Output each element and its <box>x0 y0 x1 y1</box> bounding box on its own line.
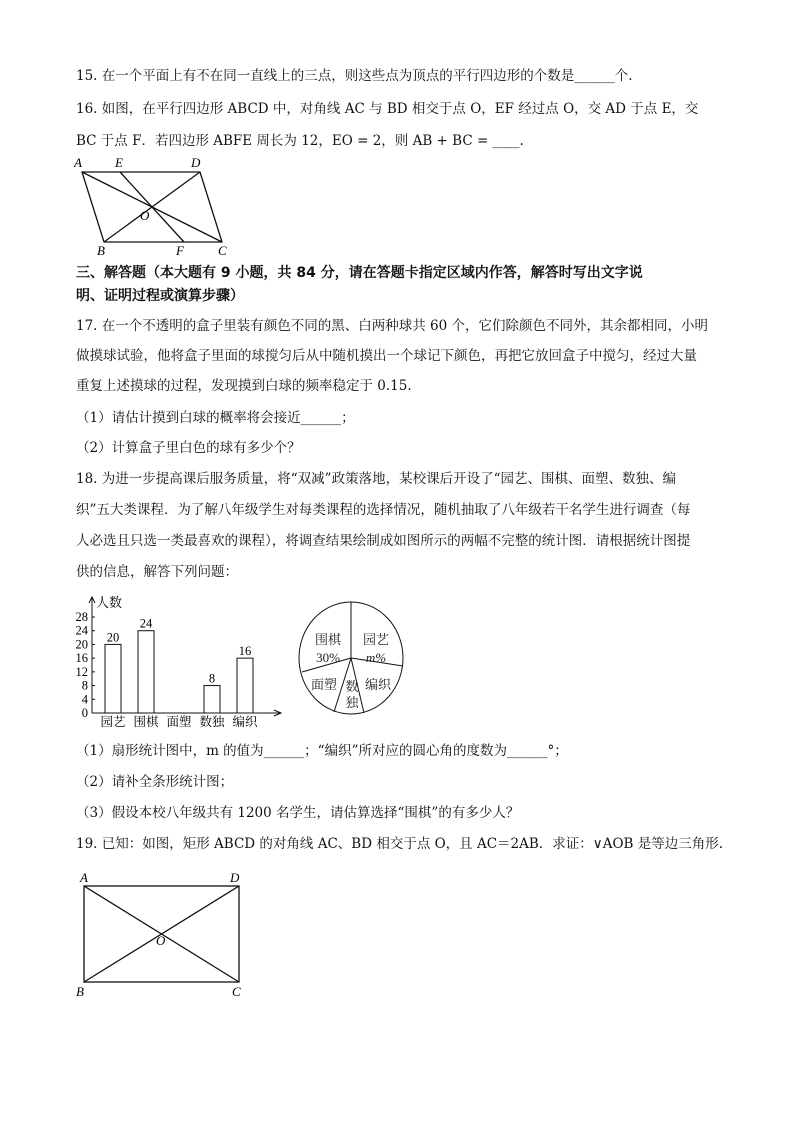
y-tick-label: 4 <box>81 692 88 707</box>
q17-sub1: （1）请估计摸到白球的概率将会接近______； <box>76 410 355 426</box>
q18-text-line1: 18. 为进一步提高课后服务质量，将“双减”政策落地，某校课后开设了“园艺、围棋、面塑、数独、编 <box>76 471 676 487</box>
q18-text-line3: 人必选且只选一类最喜欢的课程），将调查结果绘制成如图所示的两幅不完整的统计图．请根据统计图提 <box>76 533 691 549</box>
rect-label-D: D <box>230 870 240 885</box>
q16-text-line2: BC 于点 F．若四边形 ABFE 周长为 12，EO = 2，则 AB + BC = ____. <box>76 133 524 149</box>
label-E: E <box>115 155 123 170</box>
y-tick-label: 24 <box>75 623 88 638</box>
section-heading-line1: 三、解答题（本大题有 9 小题，共 84 分，请在答题卡指定区域内作答，解答时写出文字说 <box>76 265 643 281</box>
bar-data-label: 20 <box>106 630 120 645</box>
parallelogram-figure <box>70 154 240 258</box>
section-heading-line2: 明、证明过程或演算步骤） <box>76 288 244 304</box>
x-tick-label: 园艺 <box>100 715 126 729</box>
q17-text-line3: 重复上述摸球的过程，发现摸到白球的频率稳定于 0.15. <box>76 378 412 394</box>
q18-text-line2: 织”五大类课程．为了解八年级学生对每类课程的选择情况，随机抽取了八年级若干名学生进行调查（每 <box>76 502 691 518</box>
x-tick-label: 编织 <box>232 715 258 729</box>
y-tick-label: 0 <box>81 706 88 720</box>
label-F: F <box>176 243 184 258</box>
pie-slice-value: m% <box>365 650 387 665</box>
label-B: B <box>97 243 105 258</box>
q16-text-line1: 16. 如图，在平行四边形 ABCD 中，对角线 AC 与 BD 相交于点 O，EF 经过点 O，交 AD 于点 E，交 <box>76 101 699 117</box>
q17-text-line1: 17. 在一个不透明的盒子里装有颜色不同的黑、白两种球共 60 个，它们除颜色不同外，其余都相同，小明 <box>76 318 709 334</box>
q15-text: 15. 在一个平面上有不在同一直线上的三点，则这些点为顶点的平行四边形的个数是______个. <box>76 68 633 84</box>
bar-chart-ylabel: 人数 <box>96 595 123 610</box>
x-tick-label: 数独 <box>199 715 225 729</box>
label-O: O <box>140 208 150 223</box>
rectangle-figure <box>72 866 252 1000</box>
q18-sub1: （1）扇形统计图中，m 的值为______；“编织”所对应的圆心角的度数为______°； <box>76 743 568 759</box>
pie-slice-label: 园艺 <box>362 632 390 647</box>
y-tick-label: 20 <box>75 637 88 652</box>
y-tick-label: 28 <box>75 610 88 624</box>
q18-text-line4: 供的信息，解答下列问题： <box>76 564 238 580</box>
bar <box>237 658 253 713</box>
pie-chart <box>296 600 408 718</box>
bar-data-label: 8 <box>208 671 216 686</box>
q17-sub2: （2）计算盒子里白色的球有多少个？ <box>76 440 301 456</box>
bar-data-label: 24 <box>139 616 153 631</box>
x-tick-label: 面塑 <box>166 715 192 729</box>
q18-sub2: （2）请补全条形统计图； <box>76 774 234 790</box>
pie-slice-label: 围棋 <box>314 632 342 647</box>
x-tick-label: 围棋 <box>133 715 159 729</box>
pie-slice-label: 独 <box>345 695 359 710</box>
pie-slice-value: 30% <box>316 650 340 665</box>
rect-label-A: A <box>80 870 88 885</box>
bar <box>105 644 121 713</box>
pie-slice-label: 编织 <box>364 677 392 692</box>
bar <box>204 686 220 713</box>
pie-slice-label: 数 <box>345 679 359 694</box>
y-tick-label: 16 <box>75 651 88 666</box>
q18-sub3: （3）假设本校八年级共有 1200 名学生，请估算选择“围棋”的有多少人？ <box>76 805 520 821</box>
label-D: D <box>191 155 201 170</box>
label-A: A <box>74 155 82 170</box>
pie-slice-label: 面塑 <box>310 677 338 692</box>
q17-text-line2: 做摸球试验，他将盒子里面的球搅匀后从中随机摸出一个球记下颜色，再把它放回盒子中搅匀，经过大量 <box>76 348 697 364</box>
bar <box>138 631 154 713</box>
rect-label-O: O <box>156 933 166 948</box>
bar-data-label: 16 <box>238 644 252 659</box>
label-C: C <box>218 243 227 258</box>
bar-chart <box>64 592 294 730</box>
y-tick-label: 8 <box>81 678 88 693</box>
rect-label-C: C <box>232 984 241 999</box>
rect-label-B: B <box>76 984 84 999</box>
q19-text: 19. 已知：如图，矩形 ABCD 的对角线 AC、BD 相交于点 O，且 AC＝2AB．求证：∨AOB 是等边三角形. <box>76 836 724 852</box>
y-tick-label: 12 <box>75 664 88 679</box>
